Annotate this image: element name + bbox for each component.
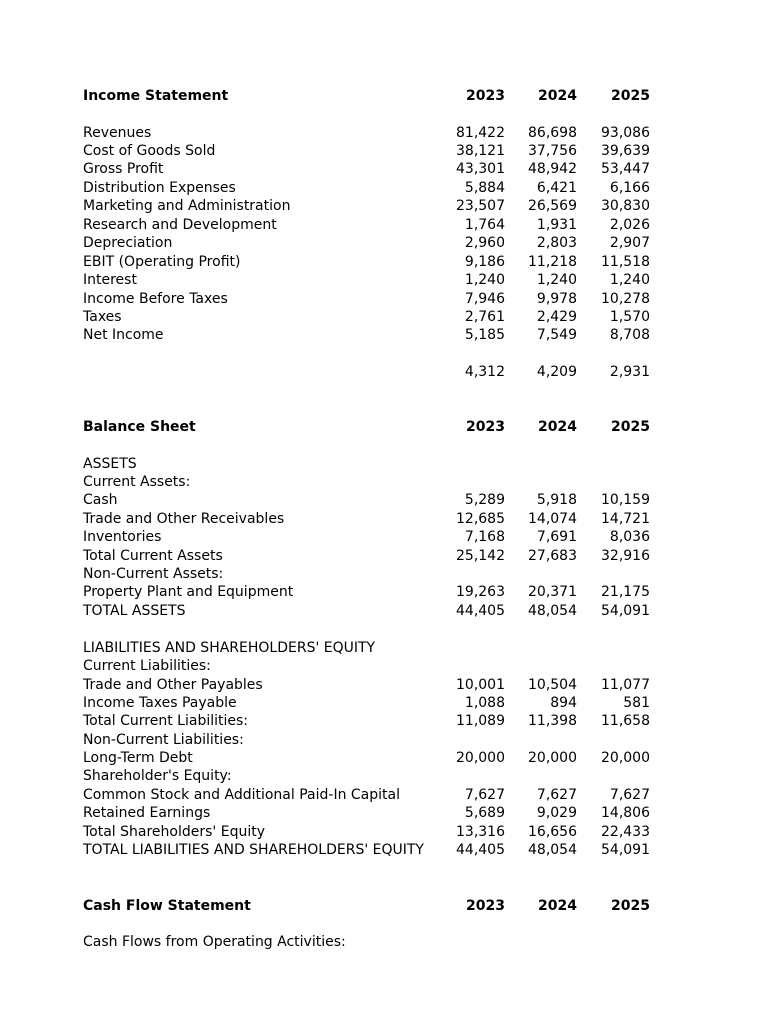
value-2023: 5,689 [464, 805, 505, 821]
table-row [83, 271, 683, 289]
value-2023: 7,946 [464, 291, 505, 307]
value-2025: 53,447 [601, 161, 650, 177]
value-2023: 11,089 [456, 713, 505, 729]
table-row [83, 602, 683, 620]
table-row [83, 841, 683, 859]
value-2024: 20,000 [528, 750, 577, 766]
value-2025: 21,175 [601, 584, 650, 600]
table-row [83, 749, 683, 767]
value-2024: 2,429 [536, 309, 577, 325]
value-2025: 581 [623, 695, 650, 711]
section-heading [83, 455, 683, 473]
value-2023: 44,405 [456, 603, 505, 619]
row-label: Depreciation [83, 235, 173, 251]
row-label: Taxes [83, 309, 122, 325]
row-label: Marketing and Administration [83, 198, 291, 214]
value-2024: 86,698 [528, 125, 577, 141]
value-2024: 48,054 [528, 842, 577, 858]
equity-heading: Shareholder's Equity: [83, 768, 232, 784]
value-2025: 20,000 [601, 750, 650, 766]
year-header-2025: 2025 [611, 898, 650, 914]
row-label: Trade and Other Payables [83, 677, 263, 693]
income-statement-title: Income Statement [83, 88, 229, 104]
value-2024: 11,218 [528, 254, 577, 270]
value-2024: 2,803 [536, 235, 577, 251]
value-2024: 14,074 [528, 511, 577, 527]
value-2024: 16,656 [528, 824, 577, 840]
value-2025: 32,916 [601, 548, 650, 564]
row-label: Net Income [83, 327, 164, 343]
value-2023: 19,263 [456, 584, 505, 600]
current-liabilities-heading: Current Liabilities: [83, 658, 211, 674]
table-row [83, 676, 683, 694]
subsection-heading [83, 473, 683, 491]
value-2024: 5,918 [536, 492, 577, 508]
value-2024: 20,371 [528, 584, 577, 600]
row-label: Gross Profit [83, 161, 164, 177]
value-2025: 7,627 [609, 787, 650, 803]
table-row [83, 694, 683, 712]
section-heading [83, 639, 683, 657]
row-label: TOTAL ASSETS [83, 603, 186, 619]
value-2025: 10,159 [601, 492, 650, 508]
year-header-2023: 2023 [466, 88, 505, 104]
value-2023: 38,121 [456, 143, 505, 159]
value-2023: 10,001 [456, 677, 505, 693]
year-header-2025: 2025 [611, 88, 650, 104]
row-label: Income Before Taxes [83, 291, 228, 307]
value-2023: 5,289 [464, 492, 505, 508]
income-statement-header [83, 87, 683, 105]
value-2023: 7,627 [464, 787, 505, 803]
value-2023: 1,764 [464, 217, 505, 233]
value-2023: 2,960 [464, 235, 505, 251]
non-current-assets-heading: Non-Current Assets: [83, 566, 224, 582]
row-label: Common Stock and Additional Paid-In Capital [83, 787, 400, 803]
row-label: Research and Development [83, 217, 277, 233]
table-row [83, 308, 683, 326]
value-2025: 6,166 [609, 180, 650, 196]
value-2025: 54,091 [601, 842, 650, 858]
value-2024: 27,683 [528, 548, 577, 564]
table-row [83, 823, 683, 841]
value-2025: 14,806 [601, 805, 650, 821]
table-row [83, 160, 683, 178]
row-label: Interest [83, 272, 137, 288]
cash-flow-title: Cash Flow Statement [83, 898, 251, 914]
value-2025: 1,570 [609, 309, 650, 325]
value-2023: 4,312 [464, 364, 505, 380]
value-2025: 8,036 [609, 529, 650, 545]
value-2023: 1,088 [464, 695, 505, 711]
value-2025: 11,077 [601, 677, 650, 693]
table-row [83, 804, 683, 822]
assets-heading: ASSETS [83, 456, 137, 472]
year-header-2024: 2024 [538, 419, 577, 435]
table-row [83, 290, 683, 308]
table-row [83, 326, 683, 344]
unlabeled-values-row [83, 363, 683, 381]
value-2023: 12,685 [456, 511, 505, 527]
value-2024: 1,931 [536, 217, 577, 233]
value-2023: 5,185 [464, 327, 505, 343]
table-row [83, 583, 683, 601]
subsection-heading [83, 933, 683, 951]
operating-activities-heading: Cash Flows from Operating Activities: [83, 934, 346, 950]
table-row [83, 786, 683, 804]
subsection-heading [83, 767, 683, 785]
year-header-2025: 2025 [611, 419, 650, 435]
non-current-liabilities-heading: Non-Current Liabilities: [83, 732, 244, 748]
value-2025: 39,639 [601, 143, 650, 159]
row-label: Total Current Assets [83, 548, 223, 564]
value-2023: 20,000 [456, 750, 505, 766]
current-assets-heading: Current Assets: [83, 474, 191, 490]
value-2025: 2,026 [609, 217, 650, 233]
row-label: Property Plant and Equipment [83, 584, 294, 600]
row-label: TOTAL LIABILITIES AND SHAREHOLDERS' EQUITY [83, 842, 424, 858]
table-row [83, 197, 683, 215]
value-2023: 81,422 [456, 125, 505, 141]
cash-flow-header [83, 897, 683, 915]
value-2025: 22,433 [601, 824, 650, 840]
value-2024: 9,978 [536, 291, 577, 307]
table-row [83, 510, 683, 528]
value-2023: 43,301 [456, 161, 505, 177]
value-2025: 1,240 [609, 272, 650, 288]
balance-sheet-header [83, 418, 683, 436]
value-2024: 7,549 [536, 327, 577, 343]
value-2024: 4,209 [536, 364, 577, 380]
year-header-2023: 2023 [466, 419, 505, 435]
value-2024: 894 [550, 695, 577, 711]
value-2024: 26,569 [528, 198, 577, 214]
row-label: EBIT (Operating Profit) [83, 254, 241, 270]
year-header-2024: 2024 [538, 88, 577, 104]
value-2023: 2,761 [464, 309, 505, 325]
table-row [83, 253, 683, 271]
row-label: Revenues [83, 125, 152, 141]
value-2024: 11,398 [528, 713, 577, 729]
value-2023: 7,168 [464, 529, 505, 545]
table-row [83, 528, 683, 546]
value-2023: 23,507 [456, 198, 505, 214]
value-2025: 10,278 [601, 291, 650, 307]
liabilities-heading: LIABILITIES AND SHAREHOLDERS' EQUITY [83, 640, 376, 656]
row-label: Retained Earnings [83, 805, 211, 821]
table-row [83, 491, 683, 509]
value-2024: 48,054 [528, 603, 577, 619]
value-2025: 14,721 [601, 511, 650, 527]
balance-sheet-title: Balance Sheet [83, 419, 196, 435]
value-2023: 25,142 [456, 548, 505, 564]
table-row [83, 216, 683, 234]
value-2025: 11,658 [601, 713, 650, 729]
value-2024: 7,627 [536, 787, 577, 803]
value-2023: 13,316 [456, 824, 505, 840]
table-row [83, 234, 683, 252]
table-row [83, 179, 683, 197]
value-2024: 37,756 [528, 143, 577, 159]
table-row [83, 142, 683, 160]
row-label: Total Current Liabilities: [83, 713, 249, 729]
year-header-2023: 2023 [466, 898, 505, 914]
row-label: Distribution Expenses [83, 180, 236, 196]
subsection-heading [83, 657, 683, 675]
value-2025: 2,931 [609, 364, 650, 380]
value-2024: 7,691 [536, 529, 577, 545]
row-label: Cost of Goods Sold [83, 143, 216, 159]
value-2025: 30,830 [601, 198, 650, 214]
row-label: Total Shareholders' Equity [83, 824, 265, 840]
value-2024: 9,029 [536, 805, 577, 821]
value-2025: 8,708 [609, 327, 650, 343]
row-label: Trade and Other Receivables [83, 511, 285, 527]
row-label: Long-Term Debt [83, 750, 193, 766]
table-row [83, 124, 683, 142]
value-2023: 44,405 [456, 842, 505, 858]
subsection-heading [83, 565, 683, 583]
row-label: Inventories [83, 529, 162, 545]
row-label: Cash [83, 492, 118, 508]
year-header-2024: 2024 [538, 898, 577, 914]
value-2023: 1,240 [464, 272, 505, 288]
value-2025: 11,518 [601, 254, 650, 270]
table-row [83, 712, 683, 730]
value-2025: 54,091 [601, 603, 650, 619]
value-2023: 9,186 [464, 254, 505, 270]
subsection-heading [83, 731, 683, 749]
table-row [83, 547, 683, 565]
value-2024: 6,421 [536, 180, 577, 196]
row-label: Income Taxes Payable [83, 695, 237, 711]
value-2024: 10,504 [528, 677, 577, 693]
value-2024: 1,240 [536, 272, 577, 288]
value-2025: 2,907 [609, 235, 650, 251]
value-2024: 48,942 [528, 161, 577, 177]
value-2025: 93,086 [601, 125, 650, 141]
value-2023: 5,884 [464, 180, 505, 196]
